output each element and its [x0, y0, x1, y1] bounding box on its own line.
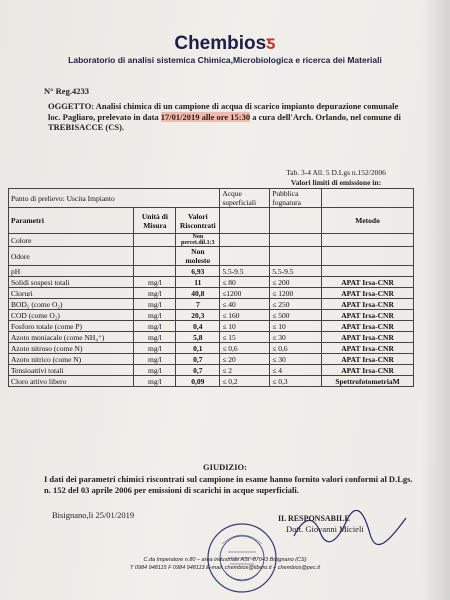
value-cell: 40,8	[176, 288, 220, 299]
limit-acque-cell: ≤ 160	[220, 310, 270, 321]
value-cell: 7	[176, 299, 220, 310]
table-row	[9, 354, 414, 365]
value-cell: 0,09	[176, 376, 220, 387]
limit-fognatura-cell: ≤ 4	[270, 365, 322, 376]
method-cell: SpettrofotometriaM	[322, 376, 414, 387]
param-cell: Azoto nitrico (come N)	[9, 354, 134, 365]
method-cell: APAT Irsa-CNR	[322, 365, 414, 376]
header-parametri: Parametri	[9, 208, 134, 234]
table-row	[9, 234, 414, 247]
responsible-label: IL RESPONSABILE	[278, 514, 350, 523]
method-cell	[322, 234, 414, 247]
param-cell: Tensioattivi totali	[9, 365, 134, 376]
header-unita: Unità di Misura	[134, 208, 176, 234]
limit-acque-cell: ≤ 0,6	[220, 343, 270, 354]
table-row	[9, 266, 414, 277]
value-cell: 6,93	[176, 266, 220, 277]
method-cell	[322, 266, 414, 277]
footer-address: C.da Imperatore n.80 – area industriale ASI -87043 Bisignano (CS)	[143, 557, 307, 563]
results-rows	[9, 234, 414, 387]
unit-cell	[134, 266, 176, 277]
limit-fognatura-cell: ≤ 0,6	[270, 343, 322, 354]
subject-lead: OGGETTO: Analisi chimica di un campione di acqua di scarico impianto depurazione comunale loc. Pagliaro, prelevato in data	[48, 101, 399, 122]
table-row	[9, 247, 414, 266]
value-cell: 0,7	[176, 354, 220, 365]
table-ref-text: Tab. 3-4 All. 5 D.Lgs n.152/2006	[286, 168, 386, 177]
param-cell: COD (come O₂)	[9, 310, 134, 321]
unit-cell	[134, 234, 176, 247]
method-cell: APAT Irsa-CNR	[322, 343, 414, 354]
table-row	[9, 332, 414, 343]
chembios-logo-mark-icon: ƽ	[266, 33, 276, 54]
limit-acque-cell: ≤ 15	[220, 332, 270, 343]
table-row	[9, 310, 414, 321]
footer	[0, 556, 450, 572]
method-cell: APAT Irsa-CNR	[322, 354, 414, 365]
limit-acque-cell: ≤ 40	[220, 299, 270, 310]
unit-cell: mg/l	[134, 332, 176, 343]
limit-fognatura-cell	[270, 247, 322, 266]
results-table	[8, 188, 414, 387]
header-metodo: Metodo	[322, 208, 414, 234]
page-shadow	[422, 0, 450, 600]
param-cell: pH	[9, 266, 134, 277]
limit-fognatura-cell: ≤ 200	[270, 277, 322, 288]
limit-fognatura-cell: ≤ 500	[270, 310, 322, 321]
param-cell: Solidi sospesi totali	[9, 277, 134, 288]
unit-cell: mg/l	[134, 288, 176, 299]
limit-fognatura-cell: ≤ 1200	[270, 288, 322, 299]
judgement-text: I dati dei parametri chimici riscontrati sul campione in esame hanno fornito valori conformi al D.Lgs. n. 152 del 03 aprile 2006 per emissioni di scarichi in acque superficiali.	[44, 474, 413, 495]
param-cell: Colore	[9, 234, 134, 247]
lab-subtitle: Laboratorio di analisi sistemica Chimica,Microbiologica e ricerca dei Materiali	[68, 55, 382, 65]
method-cell: APAT Irsa-CNR	[322, 288, 414, 299]
subject-paragraph	[48, 101, 408, 133]
value-cell: 0,4	[176, 321, 220, 332]
limit-acque-cell: ≤ 80	[220, 277, 270, 288]
unit-cell: mg/l	[134, 321, 176, 332]
header-valori: Valori Riscontrati	[176, 208, 220, 234]
value-cell: 20,3	[176, 310, 220, 321]
header-acque: Acque superficiali	[220, 189, 270, 208]
limit-acque-cell: ≤1200	[220, 288, 270, 299]
param-cell: Cloruri	[9, 288, 134, 299]
header-fognatura: Pubblica fognatura	[270, 189, 322, 208]
responsible-name: Dott. Giovanni Micieli	[286, 524, 364, 534]
value-cell: 0,1	[176, 343, 220, 354]
limit-fognatura-cell: ≤ 10	[270, 321, 322, 332]
brand-logo	[0, 33, 450, 55]
value-cell: 0,7	[176, 365, 220, 376]
sampling-point: Punto di prelievo: Uscita Impianto	[9, 189, 220, 208]
table-header-row	[9, 208, 414, 234]
limit-acque-cell: 5.5-9.5	[220, 266, 270, 277]
table-row	[9, 321, 414, 332]
limit-acque-cell: ≤ 10	[220, 321, 270, 332]
table-row	[9, 189, 414, 208]
limit-fognatura-cell: ≤ 30	[270, 354, 322, 365]
method-cell	[322, 247, 414, 266]
unit-cell: mg/l	[134, 277, 176, 288]
table-row	[9, 277, 414, 288]
table-row	[9, 288, 414, 299]
table-row	[9, 365, 414, 376]
value-cell: 5,8	[176, 332, 220, 343]
limit-acque-cell	[220, 234, 270, 247]
limit-acque-cell: ≤ 2	[220, 365, 270, 376]
param-cell: BOD₅ (come O₂)	[9, 299, 134, 310]
table-row	[9, 376, 414, 387]
method-cell: APAT Irsa-CNR	[322, 332, 414, 343]
limit-acque-cell: ≤ 0,2	[220, 376, 270, 387]
param-cell: Azoto nitroso (come N)	[9, 343, 134, 354]
unit-cell: mg/l	[134, 310, 176, 321]
method-cell: APAT Irsa-CNR	[322, 277, 414, 288]
table-reference	[262, 168, 410, 187]
method-cell: APAT Irsa-CNR	[322, 310, 414, 321]
limit-fognatura-cell	[270, 234, 322, 247]
limit-fognatura-cell: ≤ 0,3	[270, 376, 322, 387]
registration-number: N° Reg.4233	[44, 86, 89, 96]
param-cell: Fosforo totale (come P)	[9, 321, 134, 332]
brand-name: Chembios	[174, 33, 267, 54]
unit-cell: mg/l	[134, 376, 176, 387]
param-cell: Cloro attivo libero	[9, 376, 134, 387]
param-cell: Azoto moniacale (come NH₄⁺)	[9, 332, 134, 343]
sampling-datetime: 17/01/2019 alle ore 15:30	[160, 111, 251, 122]
unit-cell: mg/l	[134, 354, 176, 365]
limit-fognatura-cell: ≤ 30	[270, 332, 322, 343]
unit-cell: mg/l	[134, 343, 176, 354]
method-cell: APAT Irsa-CNR	[322, 321, 414, 332]
param-cell: Odore	[9, 247, 134, 266]
subject-tail: a cura dell'Arch. Orlando, nel comune di TREBISACCE (CS).	[48, 111, 401, 132]
method-cell: APAT Irsa-CNR	[322, 299, 414, 310]
limit-acque-cell	[220, 247, 270, 266]
table-row	[9, 299, 414, 310]
value-cell: 11	[176, 277, 220, 288]
value-cell: Non percet.dil.1:3	[176, 234, 220, 247]
value-cell: Non molesto	[176, 247, 220, 266]
unit-cell: mg/l	[134, 365, 176, 376]
footer-contacts: T 0984 948115 F 0984 948113 E-mail: chembios@libero.it – chembios@pec.it	[129, 565, 321, 571]
table-row	[9, 343, 414, 354]
table-ref-title: Valori limiti di emissione in:	[290, 177, 382, 187]
limit-acque-cell: ≤ 20	[220, 354, 270, 365]
limit-fognatura-cell: ≤ 250	[270, 299, 322, 310]
unit-cell	[134, 247, 176, 266]
unit-cell: mg/l	[134, 299, 176, 310]
place-date: Bisignano,li 25/01/2019	[52, 510, 135, 520]
limit-fognatura-cell: 5.5-9.5	[270, 266, 322, 277]
judgement-title: GIUDIZIO:	[203, 462, 247, 472]
